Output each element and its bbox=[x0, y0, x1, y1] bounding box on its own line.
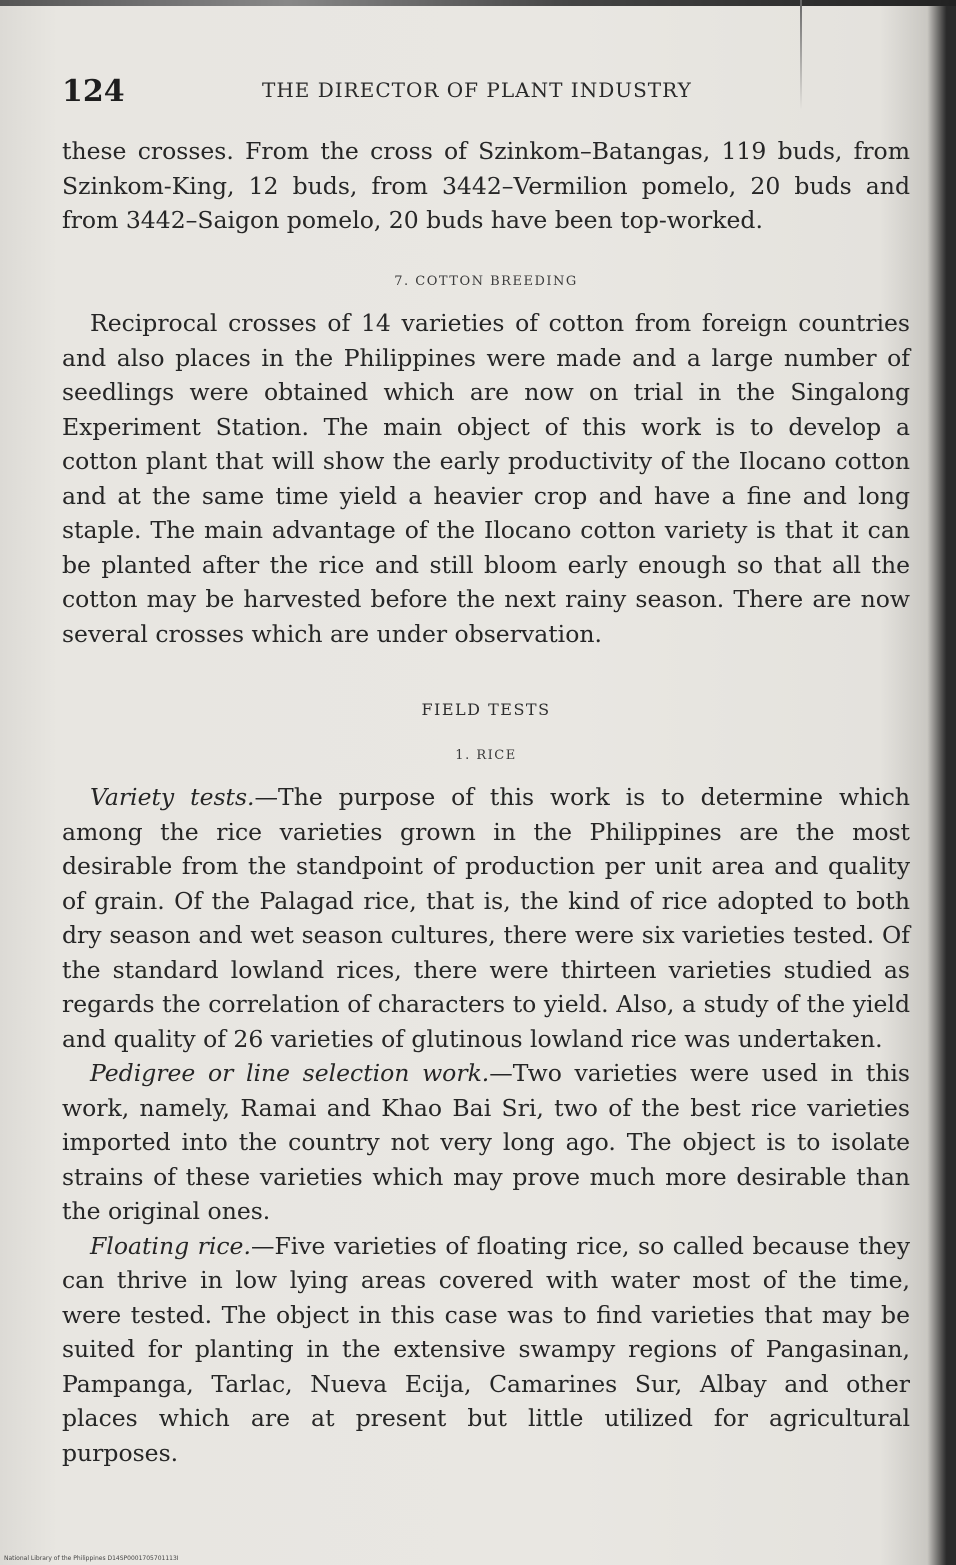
paragraph-text: these crosses. From the cross of Szinkom–Batangas, 119 buds, from Szinkom-King, 12 buds, from 3442–Vermilion pomelo, 20 buds and from 3442–Saigon pomelo, 20 buds have been top-worked. bbox=[62, 137, 910, 234]
floating-rice-body: —Five varieties of floating rice, so called because they can thrive in low lying areas covered with water most of the time, were tested. The object in this case was to find varieties that may be suited for planting in the extensive swampy regions of Pangasinan, Pampanga, Tarlac, Nueva Ecija, Camarines Sur, Albay and other places which are at present but little utilized for agricultural purposes. bbox=[62, 1231, 910, 1467]
running-head: THE DIRECTOR OF PLANT INDUSTRY bbox=[262, 78, 692, 102]
cotton-paragraph bbox=[62, 306, 910, 651]
rice-subheading: 1. RICE bbox=[455, 748, 517, 763]
variety-tests-paragraph bbox=[62, 780, 910, 1056]
rice-section-body bbox=[62, 780, 910, 1470]
pedigree-lead: Pedigree or line selection work. bbox=[90, 1059, 490, 1087]
section-title-cotton: 7. COTTON BREEDING bbox=[394, 274, 578, 289]
cotton-body: Reciprocal crosses of 14 varieties of cotton from foreign countries and also places in the Philippines were made and a large number of seedlings were obtained which are now on trial in the Singalong Experiment Station. The main object of this work is to develop a cotton plant that will show the early productivity of the Ilocano cotton and at the same time yield a heavier crop and have a fine and long staple. The main advantage of the Ilocano cotton variety is that it can be planted after the rice and still bloom early enough so that all the cotton may be harvested before the next rainy season. There are now several crosses which are under observation. bbox=[62, 309, 910, 648]
field-tests-heading: FIELD TESTS bbox=[421, 700, 551, 719]
page-header bbox=[62, 70, 922, 120]
variety-tests-lead: Variety tests. bbox=[90, 783, 255, 811]
floating-rice-paragraph bbox=[62, 1229, 910, 1471]
scan-footer: National Library of the Philippines D14SP0001705701113I bbox=[4, 1555, 179, 1562]
pedigree-body: —Two varieties were used in this work, namely, Ramai and Khao Bai Sri, two of the best rice varieties imported into the country not very long ago. The object is to isolate strains of these varieties which may prove much more desirable than the original ones. bbox=[62, 1059, 910, 1225]
pedigree-paragraph bbox=[62, 1056, 910, 1229]
variety-tests-body: —The purpose of this work is to determine which among the rice varieties grown in the Philippines are the most desirable from the standpoint of production per unit area and quality of grain. Of the Palagad rice, that is, the kind of rice adopted to both dry season and wet season cultures, there were six varieties tested. Of the standard lowland rices, there were thirteen varieties studied as regards the correlation of characters to yield. Also, a study of the yield and quality of 26 varieties of glutinous lowland rice was undertaken. bbox=[62, 783, 911, 1053]
page-number: 124 bbox=[62, 74, 125, 109]
paragraph-continuation bbox=[62, 134, 910, 238]
scan-top-edge bbox=[0, 0, 956, 6]
floating-rice-lead: Floating rice. bbox=[90, 1231, 251, 1260]
